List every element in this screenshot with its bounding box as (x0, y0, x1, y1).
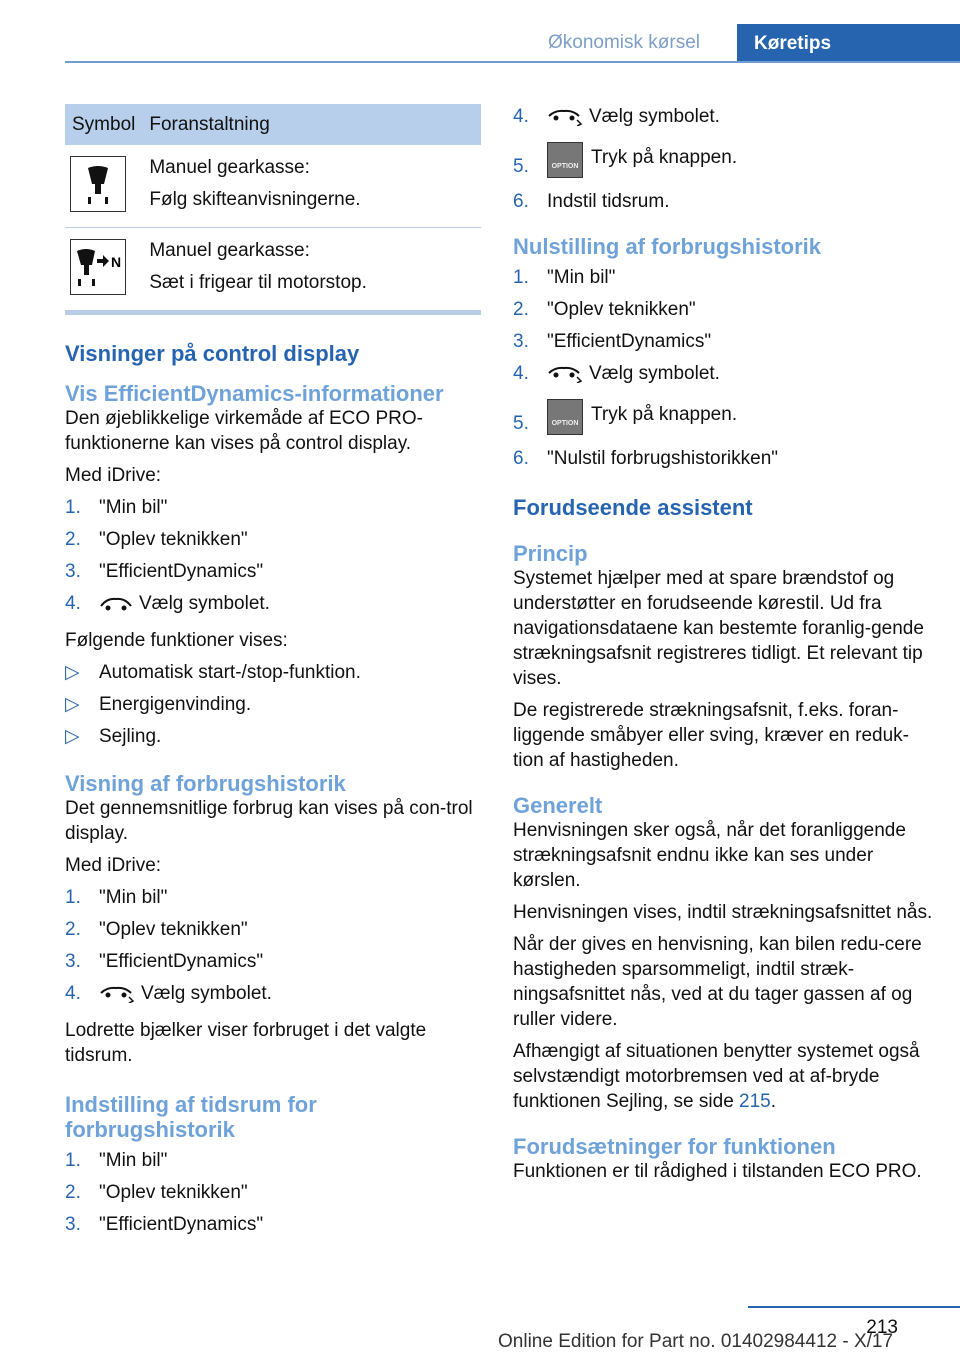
paragraph: Den øjeblikkelige virkemåde af ECO PRO-funktionerne kan vises på control display. (65, 408, 423, 454)
neutral-gear-icon (70, 239, 126, 295)
footer-rule (748, 1306, 960, 1308)
steps-list (65, 885, 481, 1010)
table-cell-line1: Manuel gearkasse: (149, 240, 310, 261)
gear-shift-icon (70, 156, 126, 212)
paragraph: Med iDrive: (65, 855, 162, 876)
right-column (513, 104, 933, 1191)
paragraph: Det gennemsnitlige forbrug kan vises på con-trol display. (65, 798, 473, 844)
footer-edition: Online Edition for Part no. 01402984412 - X/17 (498, 1331, 894, 1352)
list-item: 6. Indstil tidsrum. (513, 191, 670, 212)
paragraph: Når der gives en henvisning, kan bilen redu-cere hastigheden sparsommeligt, indtil stræk-ningsafsnittet nås, ved at du tager gassen af og ruller videre. (513, 934, 922, 1030)
table-row (65, 145, 481, 228)
header-chapter-label: Køretips (754, 33, 832, 54)
steps-list (513, 104, 933, 214)
heading-general: Generelt (513, 793, 603, 818)
table-row (65, 228, 481, 313)
option-button-icon: OPTION (547, 399, 583, 435)
table-cell-line2: Følg skifteanvisningerne. (149, 189, 361, 210)
list-item: 5. OPTION Tryk på knappen. (513, 140, 933, 182)
list-item: 4. Vælg symbolet. (65, 591, 481, 620)
list-item: 1. "Min bil" (65, 887, 168, 908)
paragraph: Henvisningen vises, indtil strækningsafsnittet nås. (513, 902, 933, 923)
functions-list (65, 660, 481, 749)
list-item: 3. "EfficientDynamics" (65, 1214, 264, 1235)
table-header-action: Foranstaltning (142, 104, 481, 145)
car-consumption-icon (99, 595, 133, 620)
page-reference-link[interactable]: 215 (739, 1091, 771, 1112)
paragraph: Afhængigt af situationen benytter systemet også selvstændigt motorbremsen ved at af-bryde funktionen Sejling, se side 215. (513, 1041, 920, 1112)
list-item: 2. "Oplev teknikken" (65, 1182, 248, 1203)
list-item: 2. "Oplev teknikken" (513, 299, 696, 320)
heading-predictive-assistant: Forudseende assistent (513, 495, 753, 520)
list-item: 1. "Min bil" (65, 1150, 168, 1171)
heading-requirements: Forudsætninger for funktionen (513, 1134, 836, 1159)
heading-efficientdynamics-info: Vis EfficientDynamics-informationer (65, 381, 444, 406)
header-section-title: Økonomisk kørsel (548, 32, 701, 53)
list-item: 1. "Min bil" (513, 267, 616, 288)
steps-list (65, 1148, 481, 1237)
table-cell-line1: Manuel gearkasse: (149, 157, 310, 178)
list-item: 4. Vælg symbolet. (513, 361, 933, 390)
list-item: 6. "Nulstil forbrugshistorikken" (513, 448, 779, 469)
heading-control-display: Visninger på control display (65, 341, 360, 366)
list-item: 1. "Min bil" (65, 497, 168, 518)
list-item: 4. Vælg symbolet. (65, 981, 481, 1010)
paragraph: Med iDrive: (65, 465, 162, 486)
table-header-symbol: Symbol (65, 104, 142, 145)
list-item: 3. "EfficientDynamics" (65, 951, 264, 972)
list-item: 4. Vælg symbolet. (513, 104, 933, 133)
header-rule (65, 61, 960, 63)
list-item: 2. "Oplev teknikken" (65, 529, 248, 550)
paragraph: Funktionen er til rådighed i tilstanden ECO PRO. (513, 1161, 922, 1182)
steps-list (65, 495, 481, 620)
list-item: 3. "EfficientDynamics" (65, 561, 264, 582)
table-cell-line2: Sæt i frigear til motorstop. (149, 272, 367, 293)
paragraph: Lodrette bjælker viser forbruget i det valgte tidsrum. (65, 1020, 427, 1066)
paragraph: Henvisningen sker også, når det foranliggende strækningsafsnit endnu ikke kan ses under kørslen. (513, 820, 906, 891)
heading-principle: Princip (513, 541, 588, 566)
symbol-table (65, 104, 481, 315)
header-chapter-tab[interactable] (737, 24, 960, 63)
list-item: 5. OPTION Tryk på knappen. (513, 397, 933, 439)
list-item: 3. "EfficientDynamics" (513, 331, 712, 352)
paragraph: Følgende funktioner vises: (65, 630, 288, 651)
left-column (65, 104, 481, 1245)
heading-reset-history: Nulstilling af forbrugshistorik (513, 234, 822, 259)
list-item: 2. "Oplev teknikken" (65, 919, 248, 940)
history-icon (547, 108, 583, 133)
paragraph: Systemet hjælper med at spare brændstof og understøtter en forudseende kørestil. Ud fra navigationsdataene kan bestemte foranlig-gende strækningsafsnit registreres tidligt. Et relevant tip vises. (513, 568, 924, 689)
history-icon (547, 365, 583, 390)
heading-history-display: Visning af forbrugshistorik (65, 771, 346, 796)
list-item: ▷ Energigenvinding. (65, 694, 252, 715)
svg-text:N: N (111, 254, 122, 270)
history-icon (99, 985, 135, 1010)
list-item: ▷ Sejling. (65, 726, 162, 747)
list-item: ▷ Automatisk start-/stop-funktion. (65, 662, 361, 683)
page-number: 213 (866, 1317, 898, 1338)
steps-list (513, 265, 933, 471)
option-button-icon: OPTION (547, 142, 583, 178)
paragraph: De registrerede strækningsafsnit, f.eks. foran-liggende småbyer eller sving, kræver en reduk-tion af hastigheden. (513, 700, 910, 771)
heading-time-setting: Indstilling af tidsrum for forbrugshistorik (65, 1092, 317, 1142)
